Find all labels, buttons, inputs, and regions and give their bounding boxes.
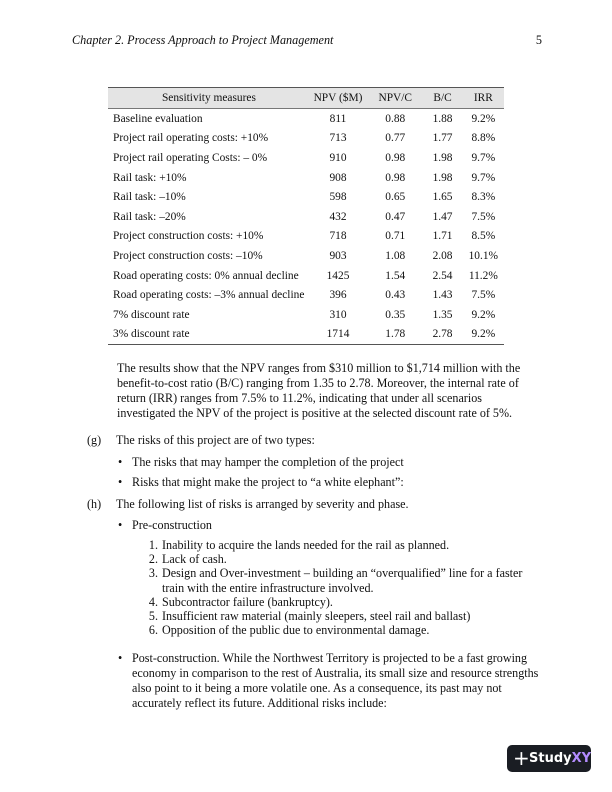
list-text: Insufficient raw material (mainly sleepers, steel rail and ballast) <box>162 609 471 624</box>
table-cell: 0.35 <box>385 308 406 321</box>
table-cell: 2.08 <box>432 249 453 262</box>
list-item <box>148 609 538 623</box>
table-cell: 1425 <box>326 269 350 282</box>
table-cell: 0.88 <box>385 112 406 125</box>
list-item <box>118 475 538 491</box>
table-cell: 713 <box>329 132 347 145</box>
list-text: Inability to acquire the lands needed for the rail as planned. <box>162 538 450 552</box>
table-cell: 0.65 <box>385 191 406 204</box>
item-label: (g) <box>87 433 102 447</box>
table-cell: 1.65 <box>432 191 453 204</box>
table-cell: 8.5% <box>471 230 496 243</box>
col-header: NPV ($M) <box>308 88 368 109</box>
col-header: Sensitivity measures <box>108 88 308 109</box>
table-cell: 811 <box>329 112 347 125</box>
table-row <box>108 207 504 227</box>
bullet-text: Pre-construction <box>132 518 212 532</box>
table-cell: 598 <box>329 191 347 204</box>
list-item <box>148 566 538 594</box>
col-header: NPV/C <box>368 88 422 109</box>
col-header: IRR <box>463 88 504 109</box>
table-row <box>108 109 504 129</box>
table-row <box>108 168 504 188</box>
table-row <box>108 266 504 286</box>
list-number: 4. <box>148 594 158 609</box>
list-text: Subcontractor failure (bankruptcy). <box>162 594 333 609</box>
table-cell: 1.98 <box>432 151 453 164</box>
list-item <box>118 518 538 534</box>
table-cell: 910 <box>329 151 347 164</box>
post-construction-paragraph: Post-construction. While the Northwest Territory is projected to be a fast growing economy in comparison to the rest of Australia, its small size and resource strengths also point to it being a more volatile one. As a consequence, its past may not accurately reflect its future. Additional risks include: <box>132 651 539 710</box>
table-cell: 9.2% <box>471 308 496 321</box>
list-number: 5. <box>148 609 158 624</box>
list-item <box>148 595 538 609</box>
bullet-icon: • <box>118 455 123 469</box>
table-cell: 10.1% <box>468 249 499 262</box>
table-cell: 908 <box>329 171 347 184</box>
table-cell: 1.78 <box>368 325 422 345</box>
table-cell: 1714 <box>308 325 368 345</box>
bullet-marker <box>118 651 132 667</box>
table-row <box>108 187 504 207</box>
table-cell: 0.47 <box>385 210 406 223</box>
table-cell: Road operating costs: –3% annual decline <box>113 289 305 302</box>
list-text: Design and Over-investment – building an “overqualified” line for a faster train with the entire infrastructure involved. <box>162 566 523 595</box>
table-cell: 0.71 <box>385 230 406 243</box>
table-cell: 8.8% <box>471 132 496 145</box>
item-h <box>87 497 537 513</box>
table-cell: 310 <box>329 308 347 321</box>
table-cell: 9.7% <box>471 171 496 184</box>
table-cell: 7.5% <box>471 289 496 302</box>
table-cell: 0.98 <box>385 171 406 184</box>
bullet-icon: • <box>118 518 123 532</box>
table-cell: 9.7% <box>471 151 496 164</box>
chapter-title: Chapter 2. Process Approach to Project Management <box>72 33 334 47</box>
list-number: 1. <box>148 538 158 552</box>
table-cell: 2.54 <box>432 269 453 282</box>
table-cell: 396 <box>329 289 347 302</box>
table-cell: 1.77 <box>432 132 453 145</box>
studyxy-logo[interactable] <box>507 745 591 772</box>
item-label: (h) <box>87 497 102 511</box>
list-item <box>148 552 538 566</box>
table-cell: 1.71 <box>432 230 453 243</box>
item-g <box>87 433 537 449</box>
risk-list <box>148 538 538 637</box>
page-header <box>72 33 542 49</box>
bullet-icon: • <box>118 651 123 665</box>
table-cell: 11.2% <box>468 269 498 282</box>
list-number: 6. <box>148 623 158 638</box>
bullet-text: Risks that might make the project to “a white elephant”: <box>132 475 404 489</box>
table-row <box>108 285 504 305</box>
list-text: Lack of cash. <box>162 552 227 567</box>
table-cell: 0.77 <box>385 132 406 145</box>
table-cell: 1.54 <box>385 269 406 282</box>
list-item <box>148 538 538 552</box>
table-cell: Project construction costs: +10% <box>113 230 264 243</box>
list-number: 2. <box>148 552 158 567</box>
list-number: 3. <box>148 566 158 581</box>
table-row <box>108 227 504 247</box>
table-cell: 9.2% <box>471 112 496 125</box>
table-cell: 2.78 <box>422 325 462 345</box>
table-cell: 0.43 <box>385 289 406 302</box>
logo-text: StudyXY <box>529 751 592 766</box>
table-cell: 0.98 <box>385 151 406 164</box>
list-item <box>148 623 538 637</box>
table-cell: 1.47 <box>432 210 453 223</box>
table-header-row <box>108 88 504 109</box>
table-cell: 1.88 <box>432 112 453 125</box>
item-text: The following list of risks is arranged by severity and phase. <box>116 497 409 511</box>
results-paragraph: The results show that the NPV ranges from $310 million to $1,714 million with the benefit-to-cost ratio (B/C) ranging from 1.35 to 2.78. Moreover, the internal rate of return (IRR) ranges from 7.5% to 11.2%, indicating that under all scenarios investigated the NPV of the project is positive at the selected discount rate of 5%. <box>117 361 521 420</box>
plus-icon: + <box>513 746 530 770</box>
table-cell: 903 <box>329 249 347 262</box>
table-cell: 7.5% <box>471 210 496 223</box>
table-row <box>108 129 504 149</box>
table-cell: Rail task: –10% <box>113 191 186 204</box>
table-cell: Baseline evaluation <box>113 112 203 125</box>
list-item <box>118 455 538 471</box>
table-row <box>108 305 504 325</box>
table-cell: 718 <box>329 230 347 243</box>
table-cell: 1.43 <box>432 289 453 302</box>
table-cell: Project rail operating Costs: – 0% <box>113 151 268 164</box>
table-cell: 9.2% <box>463 325 504 345</box>
table-cell: Rail task: +10% <box>113 171 187 184</box>
table-cell: Rail task: –20% <box>113 210 186 223</box>
table-row <box>108 148 504 168</box>
table-row <box>108 325 504 345</box>
table-row <box>108 246 504 266</box>
item-text: The risks of this project are of two types: <box>116 433 315 447</box>
bullet-text: The risks that may hamper the completion of the project <box>132 455 404 469</box>
table-cell: 1.08 <box>385 249 406 262</box>
table-cell: 3% discount rate <box>108 325 308 345</box>
table-cell: 7% discount rate <box>113 308 190 321</box>
table-cell: 432 <box>329 210 347 223</box>
table-cell: 1.35 <box>432 308 453 321</box>
bullet-icon: • <box>118 475 123 489</box>
table-cell: Project construction costs: –10% <box>113 249 263 262</box>
col-header: B/C <box>422 88 462 109</box>
table-cell: 1.98 <box>432 171 453 184</box>
table-cell: Road operating costs: 0% annual decline <box>113 269 299 282</box>
sensitivity-table <box>108 87 504 345</box>
table-cell: 8.3% <box>471 191 496 204</box>
table-cell: Project rail operating costs: +10% <box>113 132 269 145</box>
list-text: Opposition of the public due to environmental damage. <box>162 623 430 638</box>
page-number: 5 <box>535 33 542 47</box>
